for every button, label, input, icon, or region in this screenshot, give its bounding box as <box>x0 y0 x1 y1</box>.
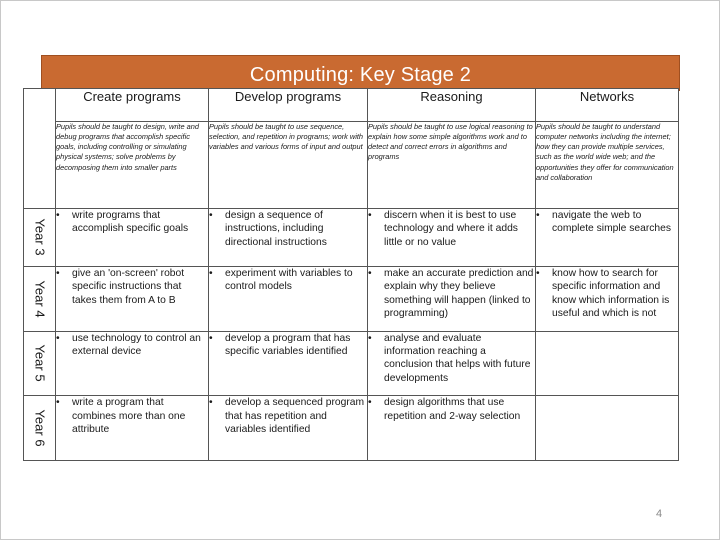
bullet-icon: • <box>536 209 540 221</box>
table-row-year-6 <box>24 396 679 461</box>
table-cell <box>368 208 536 266</box>
bullet-icon: • <box>56 332 60 344</box>
column-description: Pupils should be taught to use sequence, selection, and repetition in programs; work with variables and various forms of input and output <box>209 121 368 208</box>
year-label: Year 6 <box>32 409 47 447</box>
column-description: Pupils should be taught to design, write and debug programs that accomplish specific goals, including controlling or simulating physical systems; solve problems by decomposing them into smaller parts <box>56 121 209 208</box>
table-corner <box>24 89 56 209</box>
table-row-year-5 <box>24 331 679 396</box>
column-description: Pupils should be taught to understand computer networks including the internet; how they can provide multiple services, such as the world wide web; and the opportunities they offer for communication and collaboration <box>536 121 679 208</box>
table-cell <box>209 208 368 266</box>
bullet-icon: • <box>368 397 372 409</box>
bullet-icon: • <box>368 332 372 344</box>
bullet-icon: • <box>209 332 213 344</box>
empty-table-cell <box>536 331 679 396</box>
cell-text: design a sequence of instructions, including directional instructions <box>225 209 327 248</box>
column-header-create-programs: Create programs <box>56 89 209 122</box>
bullet-icon: • <box>209 397 213 409</box>
bullet-icon: • <box>56 268 60 280</box>
year-cell <box>24 267 56 332</box>
slide-title: Computing: Key Stage 2 <box>249 64 472 86</box>
table-cell <box>56 267 209 332</box>
column-header-develop-programs: Develop programs <box>209 89 368 122</box>
cell-text: analyse and evaluate information reaching a conclusion that helps with future developments <box>384 332 531 384</box>
table-cell <box>368 331 536 396</box>
column-header-networks: Networks <box>536 89 679 122</box>
cell-text: write programs that accomplish specific goals <box>72 209 189 235</box>
bullet-icon: • <box>209 268 213 280</box>
table-cell <box>56 396 209 461</box>
table-cell <box>209 267 368 332</box>
cell-text: develop a program that has specific variables identified <box>225 332 351 358</box>
bullet-icon: • <box>209 209 213 221</box>
bullet-icon: • <box>368 209 372 221</box>
cell-text: develop a sequenced program that has repetition and variables identified <box>225 397 365 436</box>
header-row <box>24 89 679 122</box>
table-cell <box>56 331 209 396</box>
year-label: Year 3 <box>32 218 47 256</box>
table-row-year-4 <box>24 267 679 332</box>
year-cell <box>24 208 56 266</box>
cell-text: use technology to control an external device <box>72 332 201 358</box>
year-label: Year 5 <box>32 344 47 383</box>
cell-text: experiment with variables to control models <box>225 268 353 293</box>
bullet-icon: • <box>56 209 60 221</box>
table-cell <box>209 396 368 461</box>
page-number: 4 <box>655 508 663 520</box>
column-description: Pupils should be taught to use logical reasoning to explain how some simple algorithms work and to detect and correct errors in algorithms and programs <box>368 121 536 208</box>
cell-text: design algorithms that use repetition and 2-way selection <box>384 397 521 422</box>
table-cell <box>368 267 536 332</box>
cell-text: write a program that combines more than one attribute <box>72 397 186 436</box>
bullet-icon: • <box>368 268 372 280</box>
year-label: Year 4 <box>32 280 47 318</box>
table-row-year-3 <box>24 208 679 266</box>
cell-text: know how to search for specific information and know which information is useful and which is not <box>552 268 670 320</box>
table-cell <box>368 396 536 461</box>
bullet-icon: • <box>56 397 60 409</box>
column-header-reasoning: Reasoning <box>368 89 536 122</box>
title-bar <box>41 55 680 91</box>
empty-table-cell <box>536 396 679 461</box>
table-cell <box>209 331 368 396</box>
table-cell <box>536 267 679 332</box>
description-row <box>24 121 679 208</box>
cell-text: give an 'on-screen' robot specific instructions that takes them from A to B <box>72 268 185 306</box>
year-cell <box>24 396 56 461</box>
cell-text: discern when it is best to use technology and where it adds little or no value <box>384 209 518 248</box>
curriculum-table <box>23 88 679 461</box>
cell-text: navigate the web to complete simple searches <box>552 209 672 235</box>
table-cell <box>56 208 209 266</box>
cell-text: make an accurate prediction and explain why they believe something will happen (linked to programming) <box>384 268 534 320</box>
table-cell <box>536 208 679 266</box>
year-cell <box>24 331 56 396</box>
bullet-icon: • <box>536 268 540 280</box>
